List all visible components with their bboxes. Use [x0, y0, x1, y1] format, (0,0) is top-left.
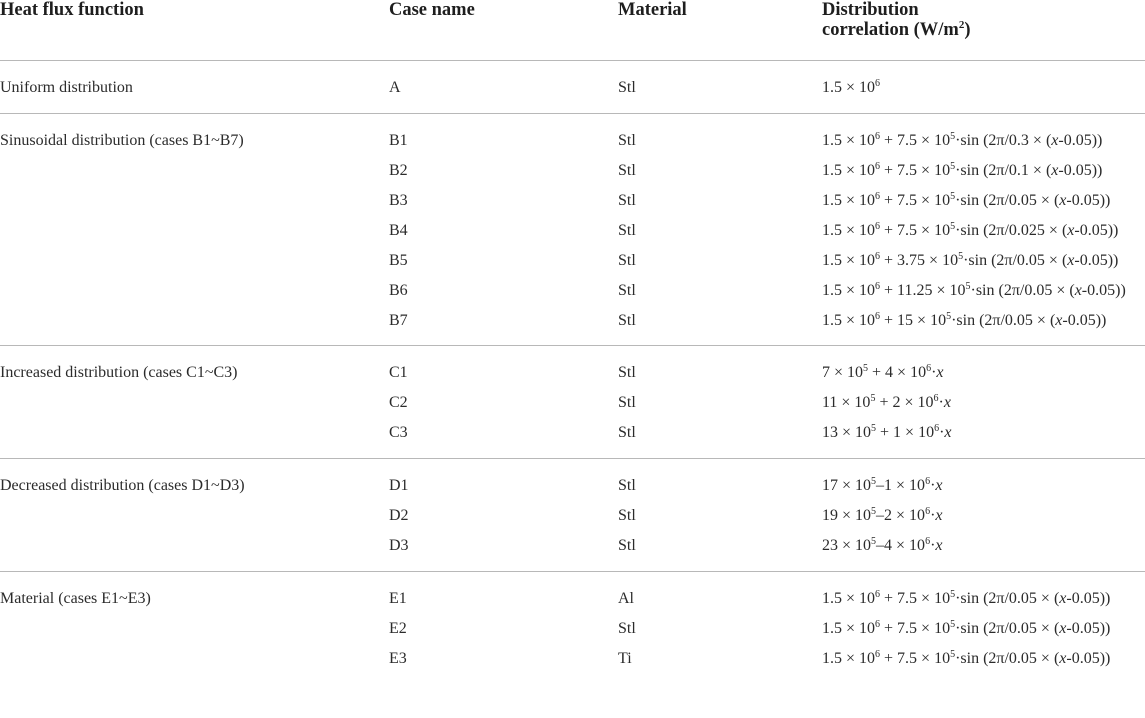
case-name-cell: B7	[389, 312, 408, 329]
formula-text: 23 × 10	[822, 537, 872, 554]
formula-variable: x	[935, 537, 943, 554]
formula-exponent: 6	[875, 619, 881, 630]
distribution-correlation-cell	[822, 246, 1118, 276]
formula-text: ·	[931, 364, 937, 381]
table-row	[0, 246, 1145, 276]
case-name-cell: C1	[389, 364, 408, 381]
formula-text: -0.05))	[1066, 590, 1111, 607]
formula-text: ·	[939, 424, 945, 441]
material-cell: Stl	[618, 79, 636, 96]
formula-exponent: 6	[875, 589, 881, 600]
formula-exponent: 6	[925, 536, 931, 547]
formula-text: 1.5 × 10	[822, 620, 876, 637]
header-correlation-line2	[822, 20, 971, 40]
formula-exponent: 5	[870, 393, 876, 404]
formula-variable: x	[1051, 132, 1059, 149]
material-cell: Stl	[618, 424, 636, 441]
material-cell: Stl	[618, 477, 636, 494]
formula-exponent: 6	[875, 131, 881, 142]
formula-text: 1.5 × 10	[822, 650, 876, 667]
material-cell: Stl	[618, 620, 636, 637]
distribution-correlation-cell	[822, 276, 1126, 306]
formula-exponent: 6	[875, 281, 881, 292]
formula-exponent: 5	[946, 311, 952, 322]
table-row	[0, 306, 1145, 336]
formula-text: ·sin (2π/0.05 × (	[963, 252, 1068, 269]
formula-exponent: 6	[875, 78, 881, 89]
case-name-cell: B5	[389, 252, 408, 269]
case-name-cell: A	[389, 79, 401, 96]
table-row	[0, 186, 1145, 216]
formula-text: 7 × 10	[822, 364, 864, 381]
table-row	[0, 358, 1145, 388]
formula-text: 1.5 × 10	[822, 192, 876, 209]
material-cell: Stl	[618, 162, 636, 179]
formula-variable: x	[1059, 650, 1067, 667]
formula-exponent: 5	[871, 506, 877, 517]
formula-text: + 7.5 × 10	[880, 162, 951, 179]
header-correlation-line1: Distribution	[822, 0, 919, 20]
formula-text: –4 × 10	[876, 537, 926, 554]
formula-exponent: 5	[950, 619, 956, 630]
formula-exponent: 6	[926, 363, 932, 374]
table-body	[0, 61, 1145, 674]
formula-text: ·	[938, 394, 944, 411]
distribution-correlation-cell	[822, 614, 1110, 644]
formula-exponent: 5	[871, 423, 877, 434]
distribution-correlation-cell	[822, 216, 1118, 246]
case-name-cell: D1	[389, 477, 409, 494]
formula-text: ·sin (2π/0.05 × (	[955, 192, 1060, 209]
formula-exponent: 5	[950, 649, 956, 660]
group-label: Uniform distribution	[0, 79, 133, 96]
formula-text: -0.05))	[1058, 162, 1103, 179]
table-row	[0, 418, 1145, 448]
formula-text: 1.5 × 10	[822, 282, 876, 299]
table-row	[0, 531, 1145, 561]
material-cell: Stl	[618, 252, 636, 269]
table-header	[0, 0, 1145, 61]
distribution-correlation-cell	[822, 644, 1110, 674]
formula-text: + 2 × 10	[875, 394, 934, 411]
material-cell: Stl	[618, 364, 636, 381]
formula-exponent: 5	[958, 251, 964, 262]
distribution-correlation-cell	[822, 156, 1102, 186]
material-cell: Stl	[618, 537, 636, 554]
formula-text: ·sin (2π/0.05 × (	[955, 620, 1060, 637]
distribution-correlation-cell	[822, 388, 951, 418]
formula-text: -0.05))	[1062, 312, 1107, 329]
group-label: Material (cases E1~E3)	[0, 590, 151, 607]
table-group	[0, 61, 1145, 114]
case-name-cell: C3	[389, 424, 408, 441]
formula-text: ·sin (2π/0.05 × (	[955, 590, 1060, 607]
formula-text: ·sin (2π/0.05 × (	[955, 650, 1060, 667]
material-cell: Al	[618, 590, 634, 607]
formula-text: + 11.25 × 10	[880, 282, 966, 299]
distribution-correlation-cell	[822, 306, 1106, 336]
formula-variable: x	[1059, 192, 1067, 209]
header-distribution-correlation	[822, 0, 971, 40]
formula-text: + 7.5 × 10	[880, 132, 951, 149]
distribution-correlation-cell	[822, 501, 943, 531]
distribution-correlation-cell	[822, 126, 1102, 156]
formula-variable: x	[1067, 222, 1075, 239]
formula-text: -0.05))	[1074, 252, 1119, 269]
group-label: Decreased distribution (cases D1~D3)	[0, 477, 245, 494]
formula-text: -0.05))	[1074, 222, 1119, 239]
formula-exponent: 6	[875, 251, 881, 262]
formula-text: 13 × 10	[822, 424, 872, 441]
table-row	[0, 156, 1145, 186]
distribution-correlation-cell	[822, 471, 943, 501]
table-group	[0, 346, 1145, 459]
header-case-name: Case name	[389, 0, 475, 20]
case-name-cell: B1	[389, 132, 408, 149]
formula-text: 1.5 × 10	[822, 79, 876, 96]
formula-exponent: 6	[875, 161, 881, 172]
group-label: Sinusoidal distribution (cases B1~B7)	[0, 132, 244, 149]
formula-variable: x	[1051, 162, 1059, 179]
formula-text: 1.5 × 10	[822, 132, 876, 149]
formula-text: + 7.5 × 10	[880, 192, 951, 209]
distribution-correlation-cell	[822, 584, 1110, 614]
formula-exponent: 6	[925, 506, 931, 517]
formula-exponent: 6	[933, 393, 939, 404]
table-group	[0, 114, 1145, 346]
formula-text: ·sin (2π/0.05 × (	[951, 312, 1056, 329]
table-row	[0, 126, 1145, 156]
formula-exponent: 6	[934, 423, 940, 434]
formula-variable: x	[935, 477, 943, 494]
distribution-correlation-cell	[822, 73, 880, 103]
formula-text: 1.5 × 10	[822, 162, 876, 179]
formula-text: 19 × 10	[822, 507, 872, 524]
formula-variable: x	[1074, 282, 1082, 299]
table-row	[0, 584, 1145, 614]
header-correlation-unit-post: )	[964, 20, 971, 40]
header-correlation-unit-pre: correlation (W/m	[822, 20, 959, 40]
case-name-cell: B6	[389, 282, 408, 299]
formula-variable: x	[943, 394, 951, 411]
formula-variable: x	[936, 364, 944, 381]
formula-exponent: 5	[950, 161, 956, 172]
table-row	[0, 644, 1145, 674]
material-cell: Stl	[618, 507, 636, 524]
formula-exponent: 5	[950, 191, 956, 202]
formula-variable: x	[944, 424, 952, 441]
material-cell: Stl	[618, 132, 636, 149]
distribution-correlation-cell	[822, 358, 944, 388]
formula-exponent: 6	[875, 221, 881, 232]
formula-text: ·sin (2π/0.1 × (	[955, 162, 1052, 179]
case-name-cell: B3	[389, 192, 408, 209]
table-row	[0, 216, 1145, 246]
formula-exponent: 6	[875, 649, 881, 660]
formula-text: + 3.75 × 10	[880, 252, 959, 269]
table-row	[0, 73, 1145, 103]
table-group	[0, 459, 1145, 572]
case-name-cell: B2	[389, 162, 408, 179]
formula-text: + 7.5 × 10	[880, 620, 951, 637]
group-label: Increased distribution (cases C1~C3)	[0, 364, 238, 381]
formula-text: 1.5 × 10	[822, 312, 876, 329]
formula-text: -0.05))	[1066, 192, 1111, 209]
material-cell: Ti	[618, 650, 632, 667]
formula-text: -0.05))	[1081, 282, 1126, 299]
formula-text: + 4 × 10	[868, 364, 927, 381]
formula-text: 1.5 × 10	[822, 222, 876, 239]
formula-exponent: 5	[965, 281, 971, 292]
table-row	[0, 471, 1145, 501]
table-row	[0, 614, 1145, 644]
case-name-cell: E2	[389, 620, 407, 637]
material-cell: Stl	[618, 282, 636, 299]
material-cell: Stl	[618, 192, 636, 209]
formula-text: 1.5 × 10	[822, 590, 876, 607]
case-name-cell: C2	[389, 394, 408, 411]
formula-text: ·	[930, 477, 936, 494]
formula-text: + 15 × 10	[880, 312, 947, 329]
table-row	[0, 276, 1145, 306]
formula-text: ·	[930, 507, 936, 524]
distribution-correlation-cell	[822, 531, 943, 561]
table-row	[0, 501, 1145, 531]
header-material: Material	[618, 0, 687, 20]
formula-variable: x	[1067, 252, 1075, 269]
formula-variable: x	[1059, 590, 1067, 607]
formula-text: ·sin (2π/0.3 × (	[955, 132, 1052, 149]
formula-text: ·sin (2π/0.025 × (	[955, 222, 1068, 239]
formula-variable: x	[1059, 620, 1067, 637]
formula-exponent: 5	[950, 589, 956, 600]
formula-text: 17 × 10	[822, 477, 872, 494]
distribution-correlation-cell	[822, 418, 952, 448]
formula-exponent: 5	[950, 221, 956, 232]
formula-text: 1.5 × 10	[822, 252, 876, 269]
table-group	[0, 572, 1145, 674]
table-row	[0, 388, 1145, 418]
formula-text: -0.05))	[1058, 132, 1103, 149]
formula-text: + 7.5 × 10	[880, 222, 951, 239]
formula-text: ·sin (2π/0.05 × (	[970, 282, 1075, 299]
formula-exponent: 5	[950, 131, 956, 142]
formula-exponent: 6	[875, 311, 881, 322]
formula-text: 11 × 10	[822, 394, 871, 411]
case-name-cell: D3	[389, 537, 409, 554]
formula-text: + 1 × 10	[876, 424, 935, 441]
formula-exponent: 6	[925, 476, 931, 487]
formula-text: + 7.5 × 10	[880, 590, 951, 607]
formula-text: ·	[930, 537, 936, 554]
case-name-cell: D2	[389, 507, 409, 524]
formula-exponent: 5	[871, 536, 877, 547]
distribution-correlation-cell	[822, 186, 1110, 216]
material-cell: Stl	[618, 394, 636, 411]
formula-text: –1 × 10	[876, 477, 926, 494]
formula-variable: x	[935, 507, 943, 524]
formula-exponent: 5	[871, 476, 877, 487]
material-cell: Stl	[618, 222, 636, 239]
case-name-cell: B4	[389, 222, 408, 239]
formula-text: -0.05))	[1066, 620, 1111, 637]
material-cell: Stl	[618, 312, 636, 329]
case-name-cell: E1	[389, 590, 407, 607]
header-correlation-unit-sup: 2	[958, 19, 965, 31]
formula-text: –2 × 10	[876, 507, 926, 524]
case-name-cell: E3	[389, 650, 407, 667]
header-heat-flux-function: Heat flux function	[0, 0, 144, 20]
formula-exponent: 5	[863, 363, 869, 374]
formula-text: -0.05))	[1066, 650, 1111, 667]
formula-exponent: 6	[875, 191, 881, 202]
formula-variable: x	[1055, 312, 1063, 329]
formula-text: + 7.5 × 10	[880, 650, 951, 667]
